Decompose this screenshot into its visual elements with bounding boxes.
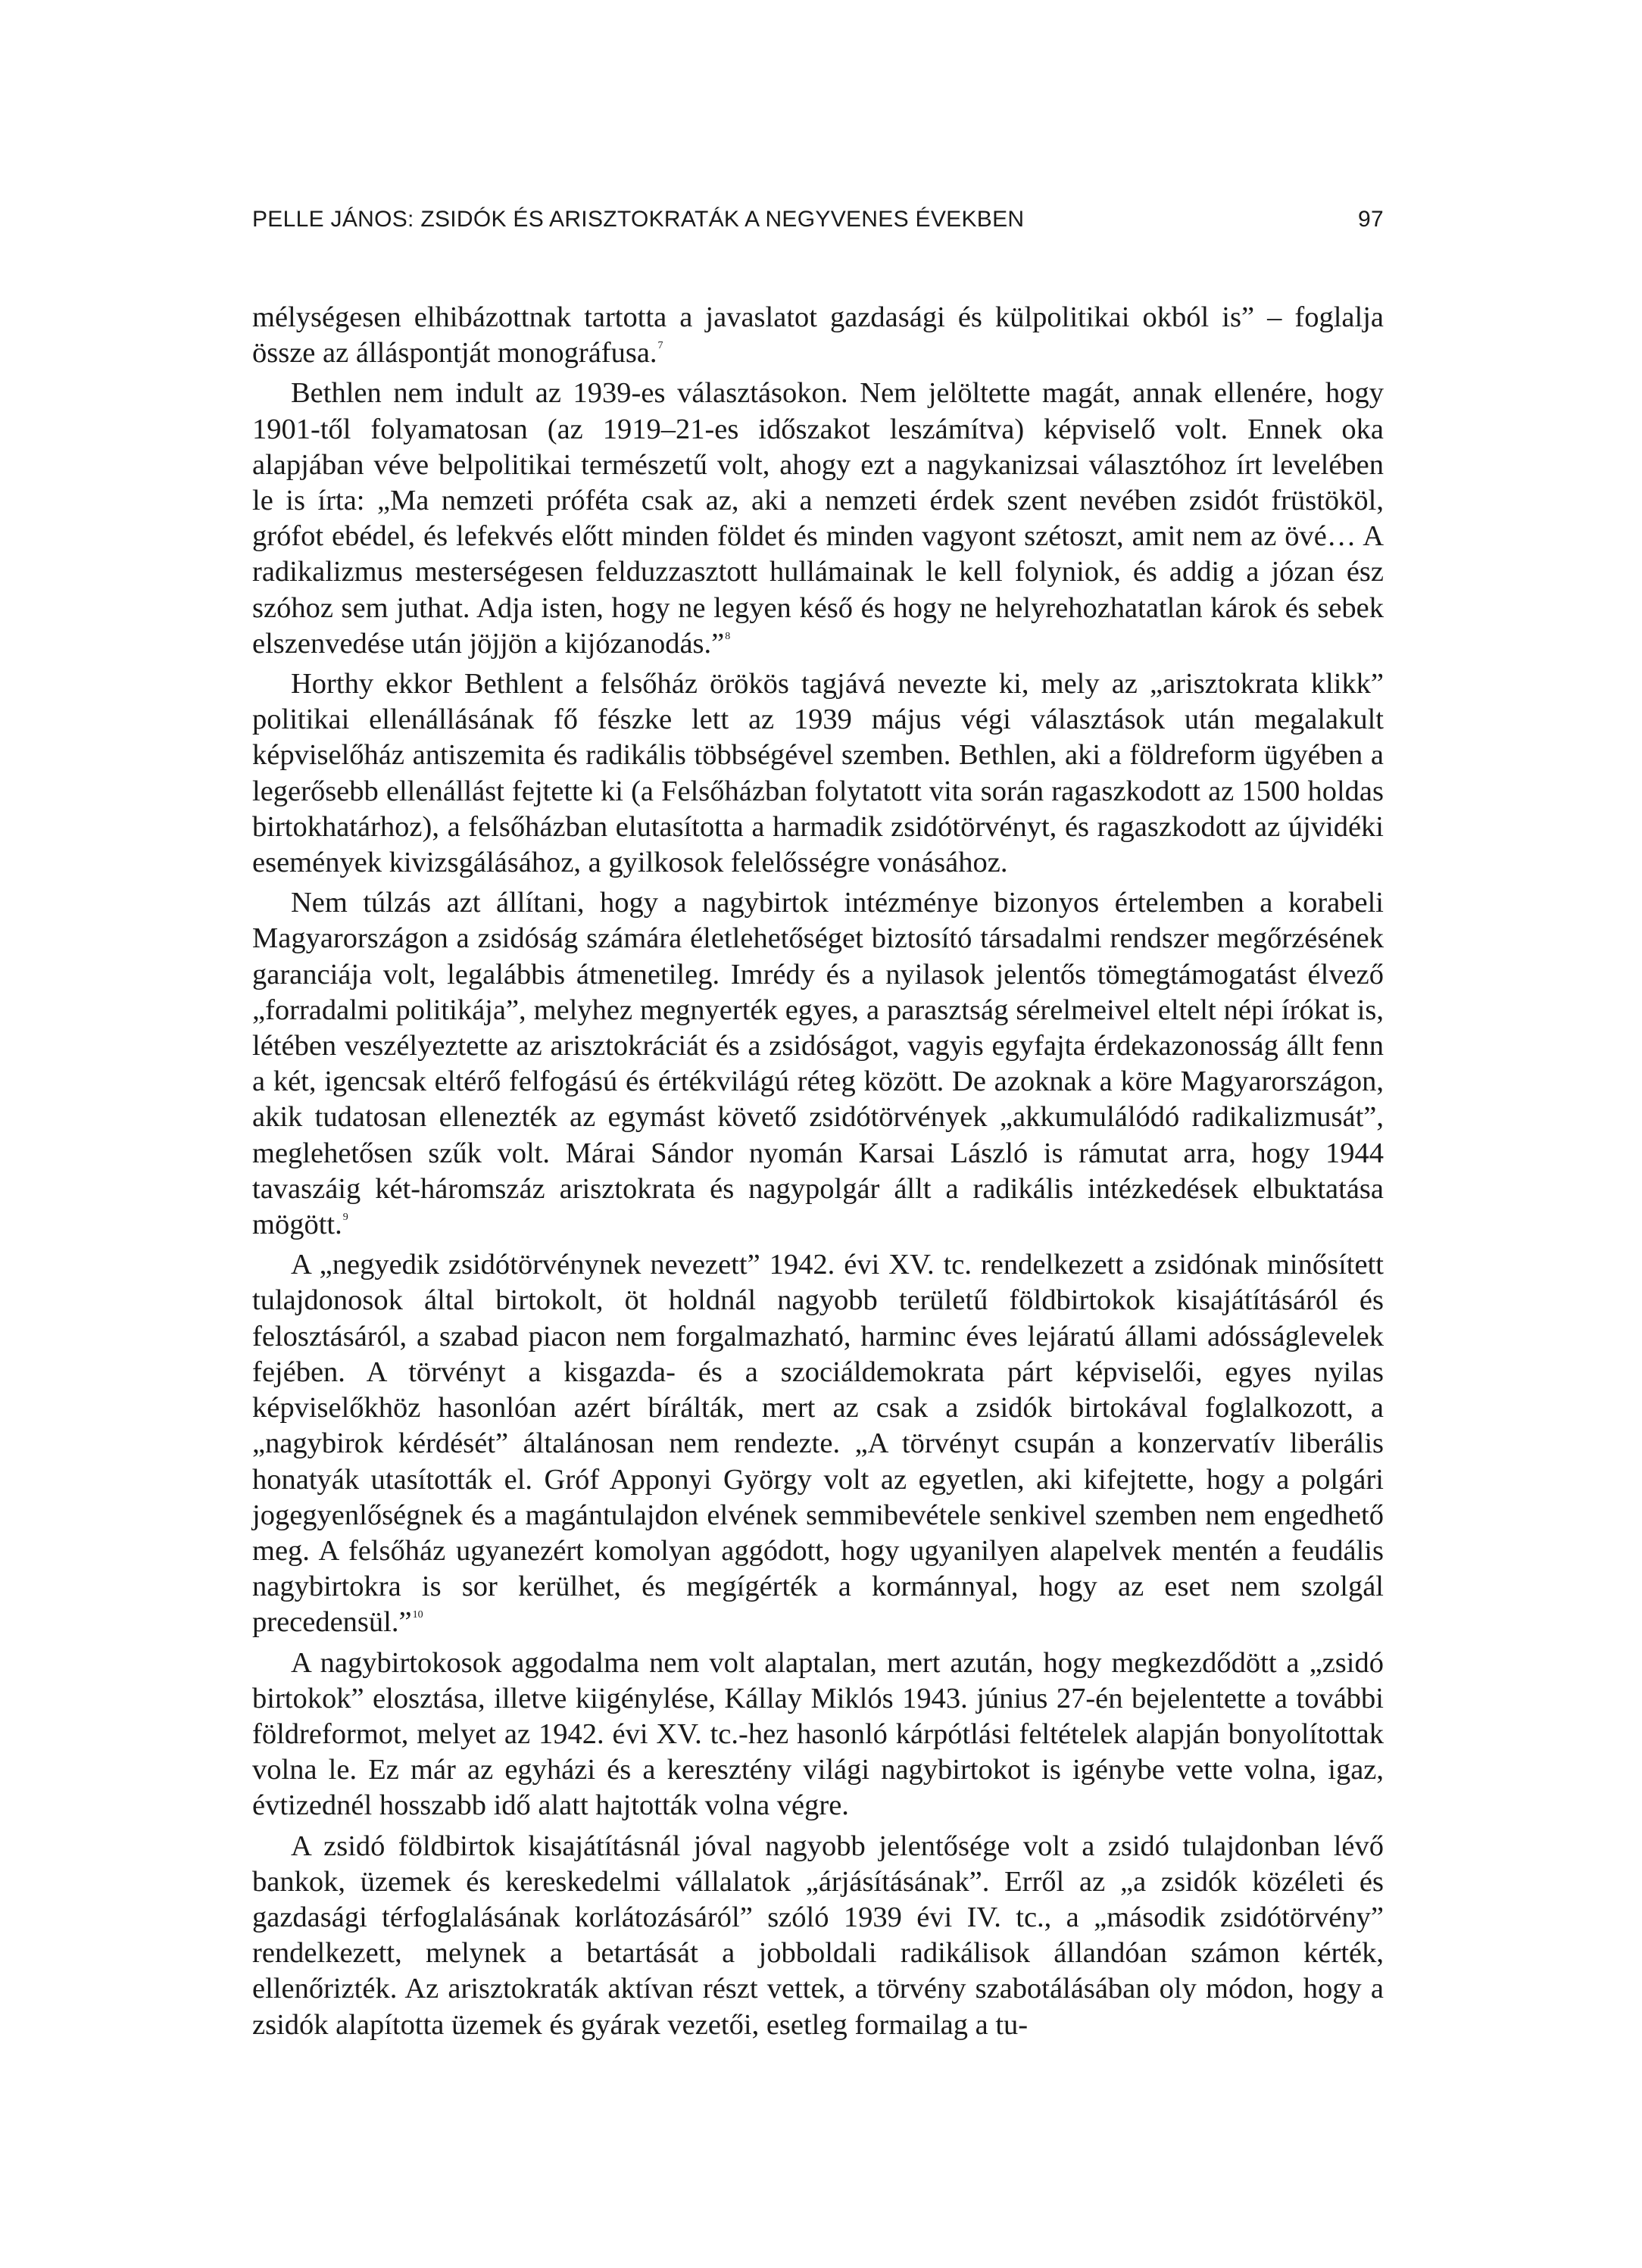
paragraph xyxy=(252,300,1384,371)
paragraph-text: Nem túlzás azt állítani, hogy a nagybirtok intézménye bizonyos értelemben a korabeli Magyarországon a zsidóság számára életlehetőséget biztosító társadalmi rendszer megőrzésének garanciája volt, legalábbis átmenetileg. Imrédy és a nyilasok jelentős tömegtámogatást élvező „forradalmi politikája”, melyhez megnyerték egyes, a parasztság sérelmeivel eltelt népi írókat is, létében veszélyeztette az arisztokráciát és a zsidóságot, vagyis egyfajta érdekazonosság állt fenn a két, igencsak eltérő felfogású és értékvilágú réteg között. De azoknak a köre Magyarországon, akik tudatosan ellenezték az egymást követő zsidótörvények „akkumulálódó radikalizmusát”, meglehetősen szűk volt. Márai Sándor nyomán Karsai László is rámutat arra, hogy 1944 tavaszáig két-háromszáz arisztokrata és nagypolgár állt a radikális intézkedések elbuktatása mögött. xyxy=(252,887,1384,1241)
paragraph-text: A zsidó földbirtok kisajátításnál jóval nagyobb jelentősége volt a zsidó tulajdonban lévő bankok, üzemek és kereskedelmi vállalatok „árjásításának”. Erről az „a zsidók közéleti és gazdasági térfoglalásának korlátozásáról” szóló 1939 évi IV. tc., a „második zsidótörvény” rendelkezett, melynek a betartását a jobboldali radikálisok állandóan számon kérték, ellenőrizték. Az arisztokraták aktívan részt vettek, a törvény szabotálásában oly módon, hogy a zsidók alapította üzemek és gyárak vezetői, esetleg formailag a tu- xyxy=(252,1830,1384,2041)
paragraph-text: mélységesen elhibázottnak tartotta a javaslatot gazdasági és külpolitikai okból is” – foglalja össze az álláspontját monográfusa. xyxy=(252,301,1384,370)
paragraph xyxy=(252,885,1384,1243)
paragraph-text: Bethlen nem indult az 1939-es választásokon. Nem jelöltette magát, annak ellenére, hogy 1901-től folyamatosan (az 1919–21-es időszakot leszámítva) képviselő volt. Ennek oka alapjában véve belpolitikai természetű volt, ahogy ezt a nagykanizsai választóhoz írt levelében le is írta: „Ma nemzeti próféta csak az, aki a nemzeti érdek szent nevében zsidót früstököl, grófot ebédel, és lefekvés előtt minden földet és minden vagyont szétoszt, amit nem az övé… A radikalizmus mesterségesen felduzzasztott hullámainak le kell folyniok, és addig a józan ész szóhoz sem juthat. Adja isten, hogy ne legyen késő és hogy ne helyrehozhatatlan károk és sebek elszenvedése után jöjjön a kijózanodás.” xyxy=(252,377,1384,660)
paragraph xyxy=(252,376,1384,662)
footnote-marker: 9 xyxy=(342,1212,348,1224)
paragraph xyxy=(252,1646,1384,1824)
paragraph xyxy=(252,1829,1384,2043)
footnote-marker: 10 xyxy=(412,1609,423,1621)
paragraph-text: A nagybirtokosok aggodalma nem volt alaptalan, mert azután, hogy megkezdődött a „zsidó birtokok” elosztása, illetve kiigénylése, Kállay Miklós 1943. június 27-én bejelentette a további földreformot, melyet az 1942. évi XV. tc.-hez hasonló kárpótlási feltételek alapján bonyolítottak volna le. Ez már az egyházi és a keresztény világi nagybirtokot is igénybe vette volna, igaz, évtizednél hosszabb idő alatt hajtották volna végre. xyxy=(252,1646,1384,1822)
paragraph-text: Horthy ekkor Bethlent a felsőház örökös tagjává nevezte ki, mely az „arisztokrata klikk” politikai ellenállásának fő fészke lett az 1939 május végi választások után megalakult képviselőház antiszemita és radikális többségével szemben. Bethlen, aki a földreform ügyében a legerősebb ellenállást fejtette ki (a Felsőházban folytatott vita során ragaszkodott az 1500 holdas birtokhatárhoz), a felsőházban elutasította a harmadik zsidótörvényt, és ragaszkodott az újvidéki események kivizsgálásához, a gyilkosok felelősségre vonásához. xyxy=(252,668,1384,879)
running-title: PELLE JÁNOS: ZSIDÓK ÉS ARISZTOKRATÁK A NEGYVENES ÉVEKBEN xyxy=(252,207,1025,232)
running-header xyxy=(252,203,1384,236)
footnote-marker: 7 xyxy=(657,340,663,352)
paragraph xyxy=(252,666,1384,881)
paragraph-text: A „negyedik zsidótörvénynek nevezett” 1942. évi XV. tc. rendelkezett a zsidónak minősített tulajdonosok által birtokolt, öt holdnál nagyobb területű földbirtokok kisajátításáról és felosztásáról, a szabad piacon nem forgalmazható, harminc éves lejáratú állami adósságlevelek fejében. A törvényt a kisgazda- és a szociáldemokrata párt képviselői, egyes nyilas képviselőkhöz hasonlóan azért bírálták, mert az csak a zsidók birtokával foglalkozott, a „nagybirok kérdését” általánosan nem rendezte. „A törvényt csupán a konzervatív liberális honatyák utasították el. Gróf Apponyi György volt az egyetlen, aki kifejtette, hogy a polgári jogegyenlőségnek és a magántulajdon elvének semmibevétele senkivel szemben nem engedhető meg. A felsőház ugyanezért komolyan aggódott, hogy ugyanilyen alapelvek mentén a feudális nagybirtokra is sor kerülhet, és megígérték a kormánnyal, hogy az eset nem szolgál precedensül.” xyxy=(252,1249,1384,1639)
paragraph xyxy=(252,1247,1384,1640)
footnote-marker: 8 xyxy=(725,630,731,642)
body-text xyxy=(252,300,1384,2043)
page-number: 97 xyxy=(1358,207,1384,232)
